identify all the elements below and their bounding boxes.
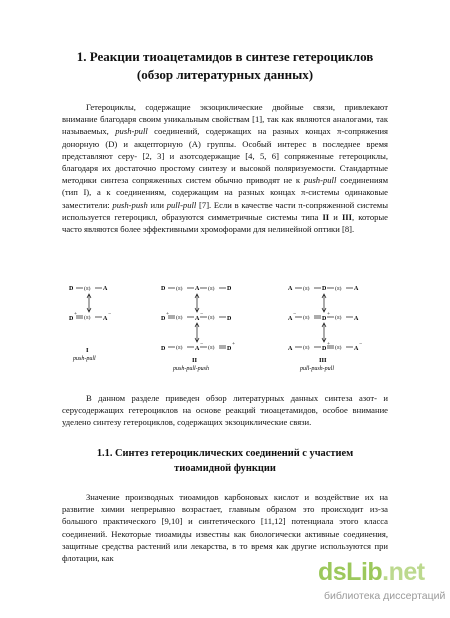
scheme-ii-mid-d: D bbox=[227, 316, 232, 322]
thioamide-text: Значение производных тиоамидов карбоновых кислот и воздействие их на развитие химии непрерывно возрастает, главным образом это происходит из-за большого практического [9,10] и синтетического [11,12] потенциала этого класса соединений. Некоторые тиоамиды известны как биологически активные соединения, защитные средства растений или лекарства, в то время как другие используются при флотации, как bbox=[62, 492, 388, 564]
scheme-iii-bot-plus: + bbox=[327, 341, 331, 347]
text-run: Гетероциклы, содержащие экзоциклические двойные связи, привлекают внимание благодаря своим уникальным свойствам [1], так как являются аналогами, так называемых, bbox=[62, 102, 388, 137]
scheme-ii-bot bbox=[161, 341, 235, 352]
scheme-ii-number: II bbox=[192, 357, 198, 364]
text-run: и bbox=[329, 211, 342, 222]
scheme-iii-top bbox=[288, 285, 359, 292]
watermark-logo-name: dsLib bbox=[318, 558, 383, 586]
scheme-i-bot-a: A bbox=[103, 316, 108, 322]
scheme-iii-mid-minus: − bbox=[293, 311, 297, 317]
scheme-iii-mid-plus: + bbox=[327, 311, 331, 317]
watermark-caption: библиотека диссертаций bbox=[324, 590, 446, 602]
scheme-i-number: I bbox=[86, 347, 89, 354]
scheme-i-plus: + bbox=[74, 311, 78, 317]
scheme-ii-mid-pi: (π) bbox=[176, 315, 183, 321]
scheme-ii-mid-a: A bbox=[195, 316, 200, 322]
section-title bbox=[60, 446, 390, 476]
scope-paragraph bbox=[62, 392, 388, 429]
watermark-logo-domain: .net bbox=[382, 558, 425, 586]
scheme-ii-mid bbox=[161, 311, 232, 322]
text-run: [7]. Если в качестве части π-сопряженной системы используется гетероцикл, образуются симметричные системы типа bbox=[62, 199, 388, 222]
scheme-ii-top bbox=[161, 285, 232, 292]
scheme-iii-mid-pi: (π) bbox=[303, 315, 310, 321]
scheme-ii-bot-d: D bbox=[227, 346, 232, 352]
scheme-ii-top-pi: (π) bbox=[208, 286, 215, 292]
scheme-i-bot-d: D bbox=[69, 316, 74, 322]
scheme-iii-bot-minus: − bbox=[359, 341, 363, 347]
dslib-watermark bbox=[314, 558, 450, 610]
scheme-iii-top-a: A bbox=[288, 286, 293, 292]
chapter-title bbox=[40, 48, 410, 84]
scheme-i-top-d: D bbox=[69, 286, 74, 292]
scheme-i-bot-pi: (π) bbox=[84, 315, 91, 321]
text-run: или bbox=[147, 199, 167, 210]
scheme-iii-mid-pi: (π) bbox=[335, 315, 342, 321]
scheme-ii-top-a: A bbox=[195, 286, 200, 292]
scheme-iii-bot bbox=[288, 341, 362, 352]
scheme-iii-bot-a: A bbox=[288, 346, 293, 352]
scheme-iii-top-a: A bbox=[354, 286, 359, 292]
scheme-iii-mid-a: A bbox=[288, 316, 293, 322]
scheme-iii-bot-a: A bbox=[354, 346, 359, 352]
scheme-ii-bot-d: D bbox=[161, 346, 166, 352]
scheme-ii-bot-minus: − bbox=[200, 341, 204, 347]
scheme-i-minus: − bbox=[108, 311, 112, 317]
scope-text: В данном разделе приведен обзор литературных данных синтеза азот- и серусодержащих гетероциклов на основе реакций тиоацетамидов, особое внимание уделено синтезу гетероциклов, содержащих экзоциклические связи. bbox=[62, 393, 388, 428]
term-push-pull: push-pull bbox=[303, 175, 337, 186]
term-pull-pull: pull-pull bbox=[166, 199, 197, 210]
scheme-iii-mid-d: D bbox=[322, 316, 327, 322]
chapter-title-line2: (обзор литературных данных) bbox=[136, 67, 314, 82]
resonance-scheme bbox=[62, 282, 388, 382]
scheme-ii-mid-pi: (π) bbox=[208, 315, 215, 321]
thioamide-paragraph bbox=[62, 491, 388, 564]
scheme-iii-bot-pi: (π) bbox=[335, 345, 342, 351]
term-push-push: push-push bbox=[112, 199, 148, 210]
scheme-iii-top-d: D bbox=[322, 286, 327, 292]
scheme-svg bbox=[62, 282, 388, 382]
type-iii-ref: III bbox=[341, 211, 352, 222]
scheme-iii-number: III bbox=[319, 357, 327, 364]
scheme-ii-top-d: D bbox=[161, 286, 166, 292]
chapter-title-line1: 1. Реакции тиоацетамидов в синтезе гетероциклов bbox=[76, 49, 374, 64]
scheme-iii-mid bbox=[288, 311, 359, 322]
scheme-iii-bot-pi: (π) bbox=[303, 345, 310, 351]
scheme-iii-top-pi: (π) bbox=[335, 286, 342, 292]
scheme-ii-bot-a: A bbox=[195, 346, 200, 352]
scheme-iii-mid-a: A bbox=[354, 316, 359, 322]
scheme-iii-top-pi: (π) bbox=[303, 286, 310, 292]
scheme-iii-bot-d: D bbox=[322, 346, 327, 352]
watermark-logo bbox=[318, 558, 425, 587]
scheme-lines bbox=[76, 288, 353, 348]
scheme-ii-mid-d: D bbox=[161, 316, 166, 322]
scheme-ii-bot-pi: (π) bbox=[208, 345, 215, 351]
scheme-i-name: push-pull bbox=[73, 356, 96, 362]
scheme-ii-bot-plus: + bbox=[232, 341, 236, 347]
scheme-ii-name: push-pull-push bbox=[173, 366, 209, 372]
scheme-ii-bot-pi: (π) bbox=[176, 345, 183, 351]
type-ii-ref: II bbox=[322, 211, 330, 222]
term-push-pull: push-pull bbox=[115, 126, 148, 137]
text-run: соединений, содержащих на разных концах π-сопряжения донорную (D) и акцепторную (A) группы. Особый интерес в последнее время представляют серу- [2, 3] и азотсодержащие [4, 5, 6] сопряженные гетероциклы, благодаря их достаточно простому синтезу и высокой поляризуемости. Стандартные методики синтеза сопряженных систем обычно приводят не к bbox=[62, 126, 388, 186]
scheme-i-top-pi: (π) bbox=[84, 286, 91, 292]
section-title-line2: тиоамидной функции bbox=[174, 463, 276, 474]
scheme-i-top-a: A bbox=[103, 286, 108, 292]
text-run: соединениям (тип I), а к соединениям, содержащим на разных концах π-системы одинаковые заместители: bbox=[62, 175, 389, 210]
scheme-ii-mid-minus: − bbox=[200, 311, 204, 317]
scheme-ii-mid-plus: + bbox=[166, 311, 170, 317]
scheme-ii-top-pi: (π) bbox=[176, 286, 183, 292]
intro-paragraph bbox=[62, 101, 388, 235]
section-title-line1: 1.1. Синтез гетероциклических соединений с участием bbox=[96, 448, 354, 459]
scheme-iii-name: pull-push-pull bbox=[300, 366, 334, 372]
text-run: , которые часто являются более эффективными хромофорами для нелинейной оптики [8]. bbox=[62, 211, 388, 235]
scheme-ii-top-d: D bbox=[227, 286, 232, 292]
